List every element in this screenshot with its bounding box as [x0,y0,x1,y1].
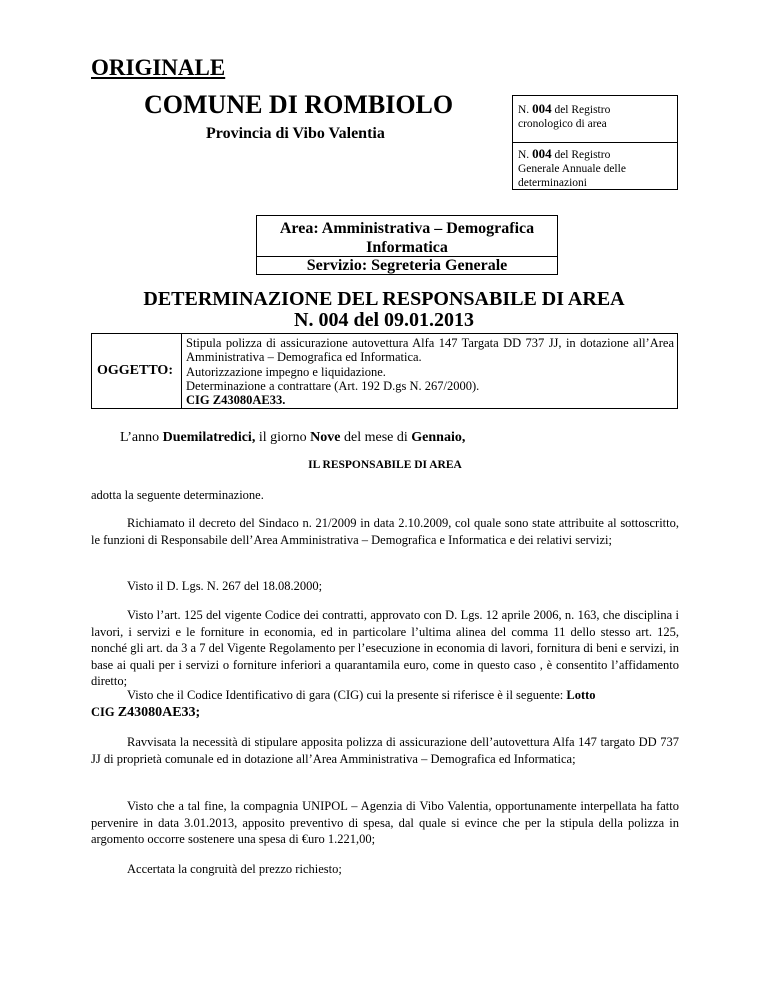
cig-text-a: Visto che il Codice Identificativo di gara (CIG) cui la presente si riferisce è il seguente: [127,688,567,702]
paragraph-richiamato: Richiamato il decreto del Sindaco n. 21/2009 in data 2.10.2009, col quale sono state attribuite al sottoscritto, le funzioni di Responsabile dell’Area Amministrativa – Demografica e Informatica e dei relativi servizi; [91,516,679,547]
oggetto-line2: Autorizzazione impegno e liquidazione. [186,364,386,379]
anno-text-a: L’anno [120,430,163,445]
area-box [256,215,558,275]
paragraph-visto-dlgs: Visto il D. Lgs. N. 267 del 18.08.2000; [127,579,323,593]
registro-generale-box [512,142,678,190]
reg1-line2: cronologico di area [518,118,607,130]
area-line1: Area: Amministrativa – Demografica [279,220,535,237]
reg1-prefix: N. [518,104,530,116]
area-line2: Informatica [366,239,448,256]
reg2-number: 004 [532,146,552,161]
paragraph-congruita: Accertata la congruità del prezzo richiesto; [127,862,342,876]
paragraph-visto-art125: Visto l’art. 125 del vigente Codice dei contratti, approvato con D. Lgs. 12 aprile 2006, n. 163, che disciplina i lavori, i servizi e le forniture in economia, ed in particolare l’ultima alinea del comma 11 dello stesso art. 125, nonché gli art. da 3 a 7 del Vigente Regolamento per l’esecuzione in economia di lavori, fornitura di beni e servizi, in base ai quali per i servizi o forniture inferiori a quarantamila euro, come in questo caso , è consentito l’affidamento diretto; [91,608,679,688]
reg2-line2: Generale Annuale delle [518,163,626,175]
provincia-subtitle: Provincia di Vibo Valentia [206,125,385,142]
paragraph-unipol: Visto che a tal fine, la compagnia UNIPOL – Agenzia di Vibo Valentia, opportunamente interpellata ha fatto pervenire in data 3.01.2013, apposito preventivo di spesa, dal quale si evince che per la stipula della polizza in argomento occorre sostenere una spesa di €uro 1.221,00; [91,799,679,846]
reg1-number: 004 [532,101,552,116]
paragraph-ravvisata: Ravvisata la necessità di stipulare apposita polizza di assicurazione dell’autovettura Alfa 147 targato DD 737 JJ di proprietà comunale ed in dotazione all’Area Amministrativa – Demografica ed Informatica; [91,735,679,766]
oggetto-line1: Stipula polizza di assicurazione autovettura Alfa 147 Targata DD 737 JJ, in dotazione all’Area Amministrativa – Demografica ed Informatica. [186,336,674,365]
comune-title: COMUNE DI ROMBIOLO [144,90,454,119]
anno-line [91,430,679,447]
adotta-paragraph: adotta la seguente determinazione. [91,488,264,502]
paragraph-cig [91,687,679,721]
cig-lotto: Lotto [566,688,596,702]
anno-text-c: il giorno [255,430,311,445]
cig-code: Z43080AE33; [117,704,201,720]
reg2-suffix: del Registro [551,149,611,161]
oggetto-cig: CIG Z43080AE33. [186,393,286,408]
servizio-line: Servizio: Segreteria Generale [257,256,557,275]
determinazione-title: DETERMINAZIONE DEL RESPONSABILE DI AREA [143,288,625,310]
cig-prefix: CIG [91,704,118,719]
registro-cronologico-box [512,95,678,143]
reg1-suffix: del Registro [551,104,611,116]
responsabile-heading: IL RESPONSABILE DI AREA [308,459,462,471]
anno-text-e: del mese di [340,430,412,445]
anno-text-b: Duemilatredici, [162,430,256,445]
oggetto-line3: Determinazione a contrattare (Art. 192 D.gs N. 267/2000). [186,378,480,393]
oggetto-text [186,336,674,407]
anno-text-d: Nove [310,430,341,445]
reg2-line3: determinazioni [518,177,587,189]
anno-text-f: Gennaio, [411,430,466,445]
originale-label: ORIGINALE [91,55,226,80]
determinazione-heading [0,289,768,331]
oggetto-label: OGGETTO: [92,334,182,408]
determinazione-number-date: N. 004 del 09.01.2013 [294,309,474,331]
oggetto-box [91,333,678,409]
reg2-prefix: N. [518,149,530,161]
